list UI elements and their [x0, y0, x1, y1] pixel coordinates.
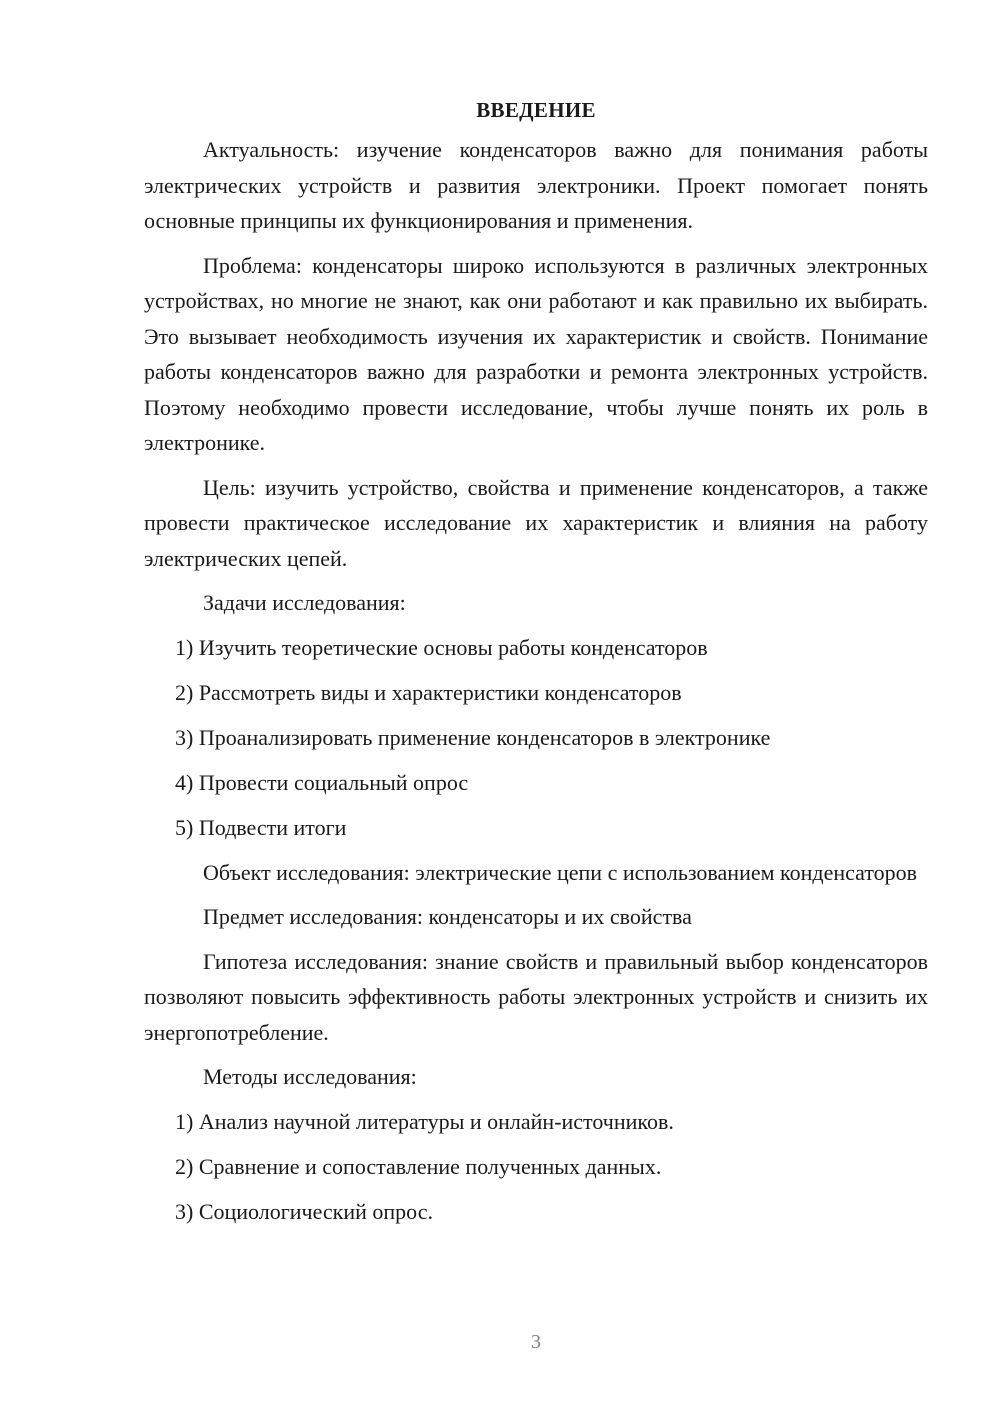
list-item: 2) Рассмотреть виды и характеристики конденсаторов: [175, 679, 682, 705]
tasks-list: [144, 630, 928, 846]
object-paragraph: Объект исследования: электрические цепи с использованием конденсаторов: [203, 859, 918, 885]
problem-paragraph: Проблема: конденсаторы широко используются в различных электронных устройствах, но многие не знают, как они работают и как правильно их выбирать. Это вызывает необходимость изучения их характеристик и свойств. Понимание работы конденсаторов важно для разработки и ремонта электронных устройств. Поэтому необходимо провести исследование, чтобы лучше понять их роль в электронике.: [144, 252, 928, 455]
list-item: 2) Сравнение и сопоставление полученных данных.: [175, 1153, 662, 1179]
list-item: 1) Изучить теоретические основы работы конденсаторов: [175, 634, 708, 660]
subject-paragraph: Предмет исследования: конденсаторы и их свойства: [203, 904, 692, 929]
methods-list: [144, 1104, 928, 1230]
list-item: 1) Анализ научной литературы и онлайн-источников.: [175, 1108, 674, 1134]
hypothesis-paragraph: Гипотеза исследования: знание свойств и правильный выбор конденсаторов позволяют повысить эффективность работы электронных устройств и снизить их энергопотребление.: [144, 948, 928, 1045]
list-item: 4) Провести социальный опрос: [175, 769, 469, 795]
list-item: 5) Подвести итоги: [175, 814, 347, 840]
document-page: [144, 92, 928, 1239]
tasks-heading: Задачи исследования:: [203, 590, 406, 615]
relevance-paragraph: Актуальность: изучение конденсаторов важно для понимания работы электрических устройств и развития электроники. Проект помогает понять основные принципы их функционирования и применения.: [144, 137, 928, 233]
page-title: ВВЕДЕНИЕ: [476, 98, 596, 122]
page-number: 3: [531, 1331, 541, 1353]
methods-heading: Методы исследования:: [203, 1064, 417, 1089]
list-item: 3) Проанализировать применение конденсаторов в электронике: [175, 724, 771, 750]
goal-paragraph: Цель: изучить устройство, свойства и применение конденсаторов, а также провести практическое исследование их характеристик и влияния на работу электрических цепей.: [144, 474, 928, 571]
list-item: 3) Социологический опрос.: [175, 1198, 433, 1224]
